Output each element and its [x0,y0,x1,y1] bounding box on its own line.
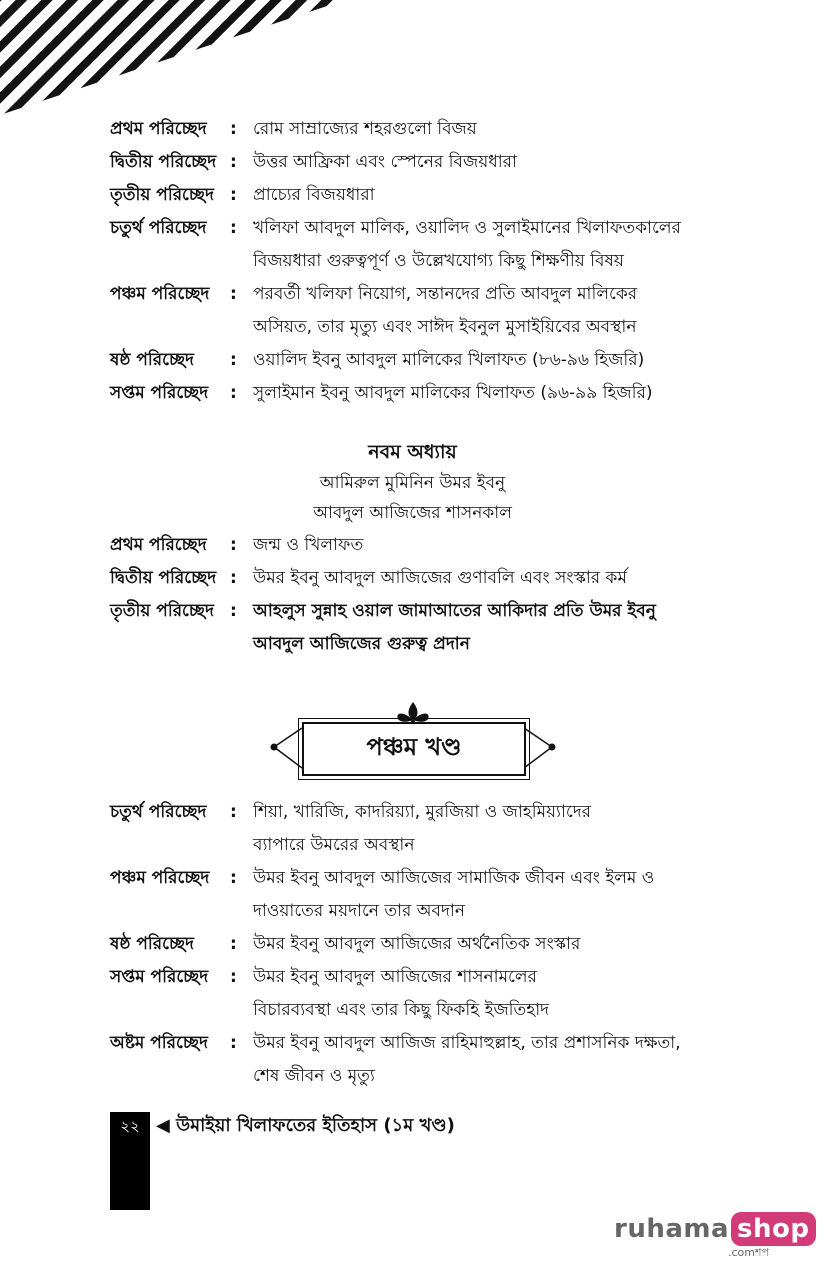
brand-part1: ruhama [614,1214,730,1244]
toc-entry-title-line2: অসিয়ত, তার মৃত্যু এবং সাঈদ ইবনুল মুসাইয়িবের অবস্থান [253,317,637,337]
toc-colon: : [230,967,237,987]
toc-entry-title: জন্ম ও খিলাফত [253,535,364,555]
toc-entry-title: খলিফা আবদুল মালিক, ওয়ালিদ ও সুলাইমানের খিলাফতকালের [253,218,681,238]
toc-entry-label: পঞ্চম পরিচ্ছেদ [110,284,210,304]
triangle-left-icon: ◀ [156,1115,170,1136]
brand-part2: shop [731,1212,815,1246]
toc-entry-label: দ্বিতীয় পরিচ্ছেদ [110,568,217,588]
toc-entry-continuation [110,628,750,661]
toc-entry [110,212,750,245]
toc-entry [110,595,750,628]
toc-colon: : [230,868,237,888]
toc-entry-title: উমর ইবনু আবদুল আজিজ রাহিমাহুল্লাহ, তার প্রশাসনিক দক্ষতা, [253,1033,681,1053]
toc-entry-title-line2: দাওয়াতের ময়দানে তার অবদান [253,901,465,921]
toc-entry [110,928,750,961]
toc-entry-continuation [110,1060,750,1093]
toc-entry-title-line2: ব্যাপারে উমরের অবস্থান [253,835,415,855]
toc-entry [110,113,750,146]
toc-colon: : [230,152,237,172]
toc-colon: : [230,535,237,555]
toc-entry [110,377,750,410]
section-banner [268,698,558,798]
toc-entry [110,562,750,595]
toc-entry-title: ওয়ালিদ ইবনু আবদুল মালিকের খিলাফত (৮৬-৯৬ হিজরি) [253,350,645,370]
toc-entry-title-line2: বিজয়ধারা গুরুত্বপূর্ণ ও উল্লেখযোগ্য কিছু শিক্ষণীয় বিষয় [253,251,624,271]
watermark-logo [614,1212,816,1246]
page-number: ২২ [120,1117,140,1135]
toc-section-3 [110,796,750,1093]
toc-entry-title: আহলুস সুন্নাহ ওয়াল জামাআতের আকিদার প্রতি উমর ইবনু [253,601,656,621]
chapter-subtitle-line2: আবদুল আজিজের শাসনকাল [313,503,512,523]
toc-entry [110,179,750,212]
toc-entry-title-line2: শেষ জীবন ও মৃত্যু [253,1066,375,1086]
toc-entry-label: তৃতীয় পরিচ্ছেদ [110,601,214,621]
toc-colon: : [230,284,237,304]
toc-entry-title: পরবর্তী খলিফা নিয়োগ, সন্তানদের প্রতি আবদুল মালিকের [253,284,638,304]
toc-entry [110,344,750,377]
toc-entry-label: সপ্তম পরিচ্ছেদ [110,967,209,987]
toc-entry-continuation [110,829,750,862]
toc-entry-label: অষ্টম পরিচ্ছেদ [110,1033,208,1053]
brand-suffix: .comশপ [728,1246,769,1259]
toc-entry-title: প্রাচ্যের বিজয়ধারা [253,185,375,205]
toc-colon: : [230,934,237,954]
toc-colon: : [230,568,237,588]
toc-entry-title: উমর ইবনু আবদুল আজিজের শাসনামলের [253,967,537,987]
toc-section-2 [110,529,750,661]
toc-entry-continuation [110,245,750,278]
toc-entry-label: চতুর্থ পরিচ্ছেদ [110,802,207,822]
toc-entry [110,278,750,311]
toc-entry-label: ষষ্ঠ পরিচ্ছেদ [110,934,194,954]
toc-entry-label: প্রথম পরিচ্ছেদ [110,535,207,555]
toc-entry [110,961,750,994]
decorative-stripes [0,0,345,115]
toc-entry-label: প্রথম পরিচ্ছেদ [110,119,207,139]
toc-entry-title: সুলাইমান ইবনু আবদুল মালিকের খিলাফত (৯৬-৯৯ হিজরি) [253,383,653,403]
toc-colon: : [230,802,237,822]
toc-colon: : [230,350,237,370]
toc-entry [110,796,750,829]
toc-entry-title-line2: আবদুল আজিজের গুরুত্ব প্রদান [253,634,470,654]
toc-entry [110,1027,750,1060]
banner-title: পঞ্চম খণ্ড [302,722,526,776]
toc-entry-title: উমর ইবনু আবদুল আজিজের অর্থনৈতিক সংস্কার [253,934,581,954]
toc-colon: : [230,185,237,205]
toc-entry-title: উমর ইবনু আবদুল আজিজের সামাজিক জীবন এবং ইলম ও [253,868,655,888]
toc-colon: : [230,1033,237,1053]
toc-section-1 [110,113,750,410]
toc-entry-title: উমর ইবনু আবদুল আজিজের গুণাবলি এবং সংস্কার কর্ম [253,568,627,588]
toc-entry [110,862,750,895]
toc-entry [110,529,750,562]
toc-entry-continuation [110,311,750,344]
toc-entry-label: ষষ্ঠ পরিচ্ছেদ [110,350,194,370]
toc-entry-continuation [110,994,750,1027]
toc-entry-label: দ্বিতীয় পরিচ্ছেদ [110,152,217,172]
toc-colon: : [230,218,237,238]
toc-colon: : [230,601,237,621]
toc-entry-label: তৃতীয় পরিচ্ছেদ [110,185,214,205]
toc-entry-label: চতুর্থ পরিচ্ছেদ [110,218,207,238]
toc-entry [110,146,750,179]
toc-entry-label: পঞ্চম পরিচ্ছেদ [110,868,210,888]
toc-entry-label: সপ্তম পরিচ্ছেদ [110,383,209,403]
toc-colon: : [230,383,237,403]
toc-entry-title: উত্তর আফ্রিকা এবং স্পেনের বিজয়ধারা [253,152,517,172]
toc-entry-title: রোম সাম্রাজ্যের শহরগুলো বিজয় [253,119,477,139]
toc-entry-continuation [110,895,750,928]
chapter-heading: নবম অধ্যায় [368,441,457,463]
book-title: উমাইয়া খিলাফতের ইতিহাস (১ম খণ্ড) [176,1115,455,1136]
toc-entry-title: শিয়া, খারিজি, কাদরিয়্যা, মুরজিয়া ও জাহমিয়্যাদের [253,802,592,822]
running-footer-title [156,1112,455,1140]
chapter-subtitle-line1: আমিরুল মুমিনিন উমর ইবনু [319,473,506,493]
toc-entry-title-line2: বিচারব্যবস্থা এবং তার কিছু ফিকহি ইজতিহাদ [253,1000,550,1020]
toc-colon: : [230,119,237,139]
